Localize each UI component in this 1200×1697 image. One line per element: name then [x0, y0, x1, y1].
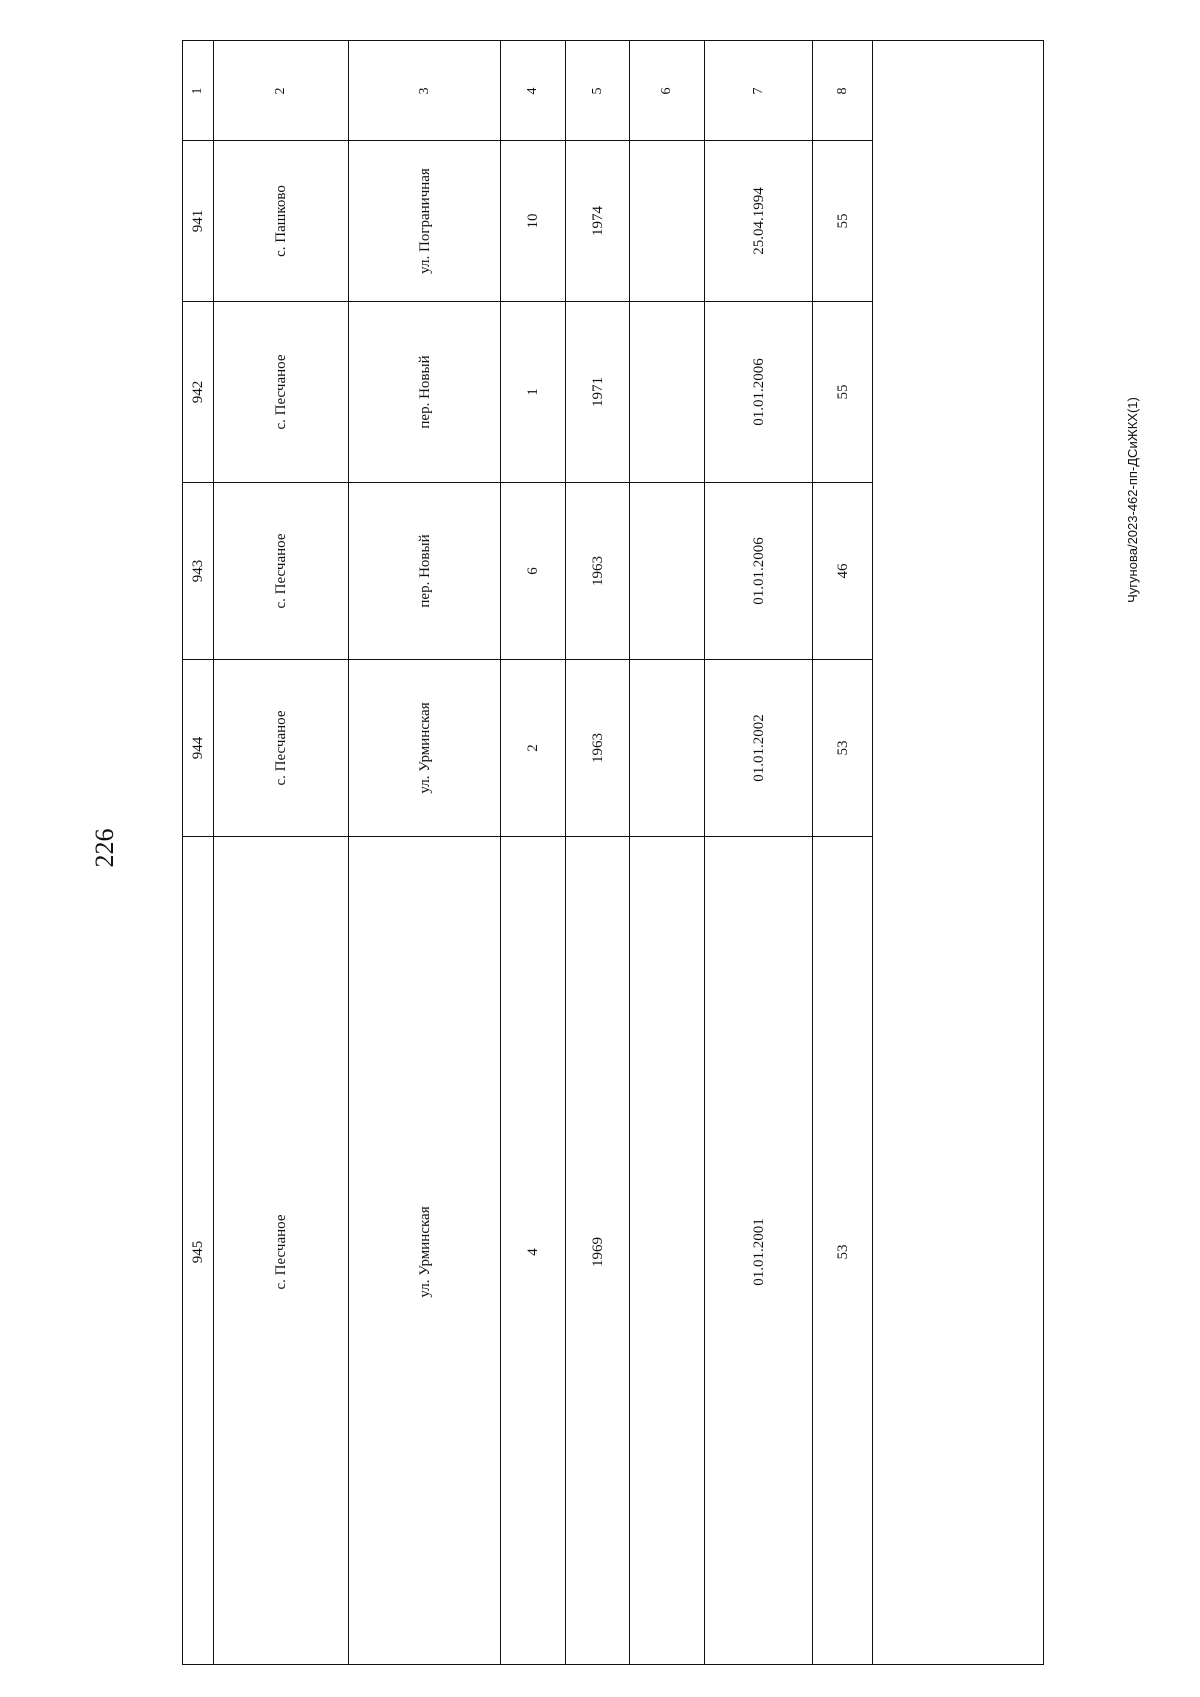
row-944-year: 1963 [566, 659, 629, 836]
row-943-locality: с. Песчаное [214, 482, 348, 659]
column-4 [501, 41, 566, 1664]
row-942-street: пер. Новый [349, 301, 500, 482]
row-942-year: 1971 [566, 301, 629, 482]
row-941-locality: с. Пашково [214, 140, 348, 301]
row-944-col8: 53 [813, 659, 872, 836]
header-cell-2: 2 [273, 87, 288, 94]
row-944-house: 2 [501, 659, 565, 836]
row-941-year: 1974 [566, 140, 629, 301]
row-944-number: 944 [183, 659, 213, 836]
column-9 [873, 41, 1200, 1664]
row-944-date: 01.01.2002 [705, 659, 812, 836]
row-941-date: 25.04.1994 [705, 140, 812, 301]
row-942-col6 [630, 301, 704, 482]
row-943-street: пер. Новый [349, 482, 500, 659]
column-6 [630, 41, 705, 1664]
document-code: Чугунова/2023-462-пп-ДСиЖКХ(1) [1125, 397, 1140, 603]
row-942-date: 01.01.2006 [705, 301, 812, 482]
row-941-house: 10 [501, 140, 565, 301]
row-944-locality: с. Песчаное [214, 659, 348, 836]
column-2 [214, 41, 349, 1664]
row-945-date: 01.01.2001 [705, 836, 812, 1666]
page-number: 226 [90, 828, 119, 868]
row-943-house: 6 [501, 482, 565, 659]
row-941-col6 [630, 140, 704, 301]
header-cell-8: 8 [834, 87, 850, 94]
header-cell-5: 5 [589, 87, 605, 94]
row-944-street: ул. Урминская [349, 659, 500, 836]
row-945-col6 [630, 836, 704, 1666]
row-943-col8: 46 [813, 482, 872, 659]
row-943-col6 [630, 482, 704, 659]
header-cell-1: 1 [190, 87, 205, 94]
row-942-locality: с. Песчаное [214, 301, 348, 482]
row-945-house: 4 [501, 836, 565, 1666]
column-5 [566, 41, 630, 1664]
row-942-house: 1 [501, 301, 565, 482]
row-943-number: 943 [183, 482, 213, 659]
row-941-street: ул. Пограничная [349, 140, 500, 301]
header-cell-6: 6 [659, 87, 674, 94]
row-945-locality: с. Песчаное [214, 836, 348, 1666]
row-942-col8: 55 [813, 301, 872, 482]
row-942-number: 942 [183, 301, 213, 482]
row-943-date: 01.01.2006 [705, 482, 812, 659]
row-941-number: 941 [183, 140, 213, 301]
column-3 [349, 41, 501, 1664]
column-7 [705, 41, 813, 1664]
row-944-col6 [630, 659, 704, 836]
row-943-year: 1963 [566, 482, 629, 659]
row-945-year: 1969 [566, 836, 629, 1666]
column-1 [183, 41, 214, 1664]
header-cell-7: 7 [750, 87, 766, 94]
row-945-number: 945 [183, 836, 213, 1666]
column-8 [813, 41, 873, 1664]
header-cell-3: 3 [416, 87, 432, 94]
repair-program-table [182, 40, 1044, 1665]
row-941-col8: 55 [813, 140, 872, 301]
row-945-col8: 53 [813, 836, 872, 1666]
row-945-street: ул. Урминская [349, 836, 500, 1666]
header-cell-4: 4 [525, 87, 540, 94]
